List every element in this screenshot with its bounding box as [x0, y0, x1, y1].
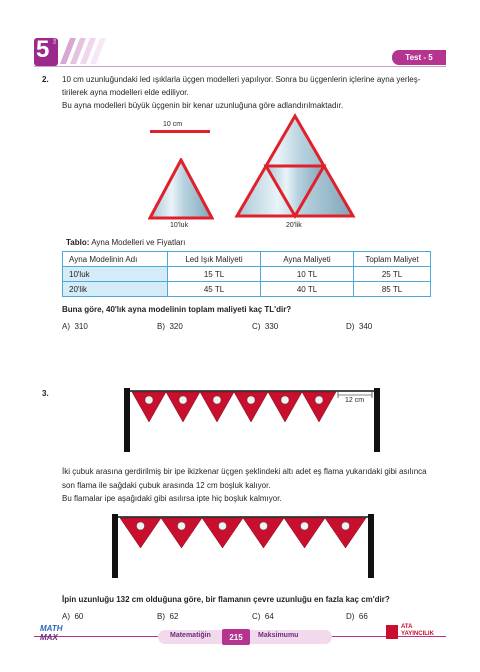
flag-emblem-icon — [260, 522, 268, 530]
publisher-name: ATA YAYINCILIK — [401, 624, 434, 637]
question-3-option-c[interactable]: C) 64 — [252, 612, 274, 621]
flag-emblem-icon — [137, 522, 145, 530]
flags-with-gap-figure — [124, 386, 380, 454]
question-2-prompt: Buna göre, 40'lık ayna modelinin toplam maliyeti kaç TL'dir? — [62, 305, 292, 314]
question-3-option-d[interactable]: D) 66 — [346, 612, 368, 621]
table-cell: 10'luk — [63, 267, 168, 282]
footer-right-text: Maksimumu — [258, 632, 299, 639]
table-header-row — [63, 252, 431, 267]
flag-emblem-icon — [281, 396, 289, 404]
grade-subtitle: SINIF — [52, 33, 57, 44]
flag-emblem-icon — [247, 396, 255, 404]
table-cell: 10 TL — [261, 267, 354, 282]
flag-emblem-icon — [179, 396, 187, 404]
table-row — [63, 282, 431, 297]
ruler-label: 10 cm — [163, 121, 183, 128]
table-caption: Tablo: Ayna Modelleri ve Fiyatları — [66, 238, 186, 247]
table-row — [63, 267, 431, 282]
header-rule — [34, 66, 446, 67]
flag-emblem-icon — [213, 396, 221, 404]
flag-emblem-icon — [342, 522, 350, 530]
test-badge: Test - 5 — [392, 50, 446, 65]
table-header-cell: Ayna Modelinin Adı — [63, 252, 168, 267]
question-3-prompt: İpin uzunluğu 132 cm olduğuna göre, bir flamanın çevre uzunluğu en fazla kaç cm'dir? — [62, 595, 390, 604]
question-2-line-3: Bu ayna modelleri büyük üçgenin bir kenar uzunluğuna göre adlandırılmaktadır. — [62, 101, 344, 110]
small-mirror-triangle — [148, 158, 214, 220]
page-number: 215 — [222, 629, 250, 645]
flag-emblem-icon — [145, 396, 153, 404]
question-3-line-2: son flama ile sağdaki çubuk arasında 12 cm boşluk kalıyor. — [62, 481, 271, 490]
table-header-cell: Led Işık Maliyeti — [168, 252, 261, 267]
question-3-line-3: Bu flamalar ipe aşağıdaki gibi asılırsa ipte hiç boşluk kalmıyor. — [62, 494, 282, 503]
led-strip-10cm — [150, 129, 210, 135]
table-header-cell: Toplam Maliyet — [354, 252, 431, 267]
question-2-line-1: 10 cm uzunluğundaki led ışıklarla üçgen modelleri yapılıyor. Sonra bu üçgenlerin içlerine ayna yerleş- — [62, 75, 421, 84]
question-2-line-2: tirilerek ayna modelleri elde ediliyor. — [62, 88, 189, 97]
question-3-option-a[interactable]: A) 60 — [62, 612, 84, 621]
header-stripes — [56, 38, 112, 64]
table-cell: 40 TL — [261, 282, 354, 297]
table-cell: 15 TL — [168, 267, 261, 282]
flag-emblem-icon — [315, 396, 323, 404]
big-triangle-label: 20'lik — [286, 222, 302, 229]
footer-left-text: Matematiğin — [170, 632, 211, 639]
mathmax-logo: MATH MAX — [40, 624, 63, 642]
grade-number: 5 — [36, 36, 50, 63]
flag-emblem-icon — [178, 522, 186, 530]
table-cell: 25 TL — [354, 267, 431, 282]
question-3-number: 3. — [42, 389, 49, 398]
question-2-option-c[interactable]: C) 330 — [252, 322, 279, 331]
question-3-line-1: İki çubuk arasına gerdirilmiş bir ipe ikizkenar üçgen şeklindeki altı adet eş flama yukarıdaki gibi asılınca — [62, 467, 427, 476]
mirror-price-table — [62, 251, 431, 297]
table-cell: 45 TL — [168, 282, 261, 297]
table-cell: 85 TL — [354, 282, 431, 297]
flag-emblem-icon — [219, 522, 227, 530]
question-2-option-d[interactable]: D) 340 — [346, 322, 373, 331]
question-2-option-b[interactable]: B) 320 — [157, 322, 183, 331]
table-cell: 20'lik — [63, 282, 168, 297]
gap-label: 12 cm — [345, 397, 365, 404]
question-2-option-a[interactable]: A) 310 — [62, 322, 88, 331]
publisher-logo-icon — [386, 625, 398, 639]
question-2-number: 2. — [42, 75, 49, 84]
flag-emblem-icon — [301, 522, 309, 530]
small-triangle-label: 10'luk — [170, 222, 189, 229]
big-mirror-triangle — [234, 113, 356, 219]
question-3-option-b[interactable]: B) 62 — [157, 612, 179, 621]
table-header-cell: Ayna Maliyeti — [261, 252, 354, 267]
flags-no-gap-figure — [112, 512, 374, 580]
